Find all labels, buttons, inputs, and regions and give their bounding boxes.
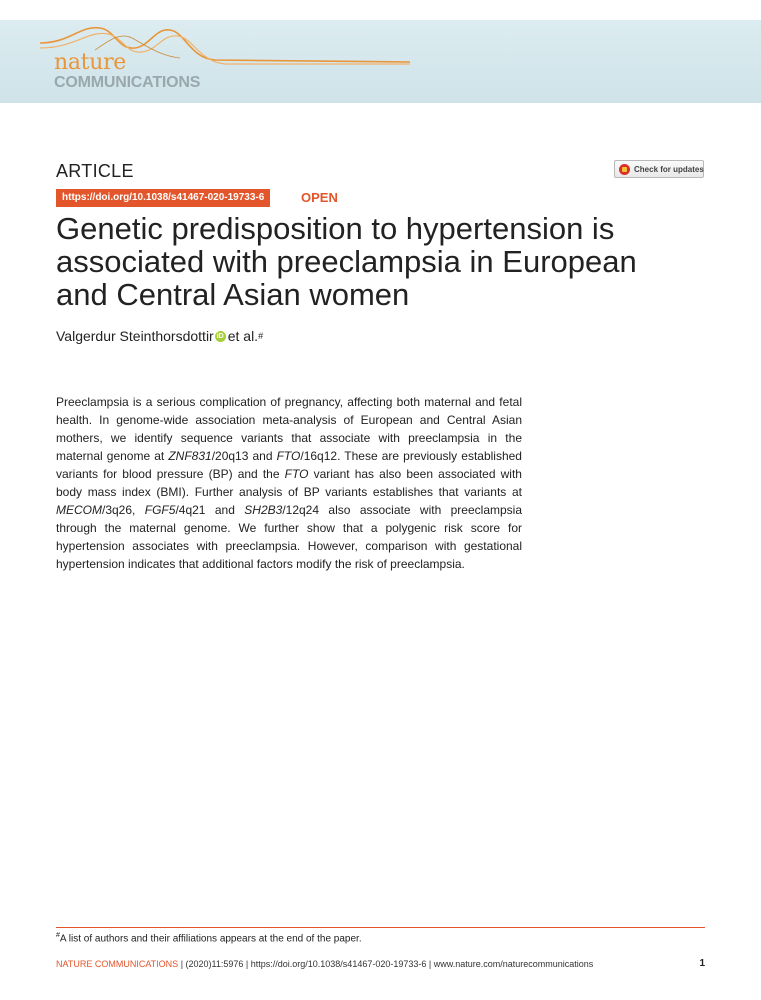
abstract: Preeclampsia is a serious complication of pregnancy, affecting both maternal and fetal health. In genome-wide association meta-analysis of European and Central Asian mothers, we identify sequence variants that associate with preeclampsia in the maternal genome at ZNF831/20q13 and FTO/16q12. These are previously established variants for blood pressure (BP) and the FTO variant has also been associated with body mass index (BMI). Further analysis of BP variants establishes that variants at MECOM/3q26, FGF5/4q21 and SH2B3/12q24 also associate with preeclampsia through the maternal genome. We further show that a polygenic risk score for hypertension associates with preeclampsia. However, comparison with gestational hypertension indicates that additional factors modify the risk of preeclampsia.: [56, 395, 522, 571]
gene-name: FTO: [276, 449, 301, 463]
footnote-divider: [56, 927, 705, 928]
page-footer: [56, 959, 593, 969]
page-number: 1: [699, 958, 705, 969]
gene-name: FGF5: [144, 503, 176, 517]
footnote-mark: #: [56, 932, 60, 939]
check-for-updates-label: Check for updates: [634, 164, 704, 174]
et-al-label: et al.: [227, 328, 259, 344]
logo-nature-text: nature: [54, 50, 127, 75]
check-for-updates-button[interactable]: [614, 160, 704, 178]
gene-name: MECOM: [56, 503, 102, 517]
article-type-label: ARTICLE: [56, 161, 134, 181]
footnote: [56, 932, 362, 944]
footnote-text: A list of authors and their affiliations appears at the end of the paper.: [59, 933, 362, 945]
orcid-icon[interactable]: iD: [216, 332, 224, 340]
gene-name: FTO: [284, 467, 309, 481]
author-line: [56, 328, 263, 344]
doi-link[interactable]: https://doi.org/10.1038/s41467-020-19733-6: [56, 189, 270, 207]
footer-citation[interactable]: | (2020)11:5976 | https://doi.org/10.1038/s41467-020-19733-6 | www.nature.com/naturecommunications: [180, 959, 594, 969]
open-access-label: OPEN: [301, 190, 338, 205]
crossmark-icon: [619, 164, 630, 175]
logo-communications-text: COMMUNICATIONS: [54, 74, 201, 91]
author-footnote-mark: #: [258, 331, 264, 341]
gene-name: ZNF831: [168, 449, 212, 463]
article-title: Genetic predisposition to hypertension is associated with preeclampsia in European and Central Asian women: [56, 211, 637, 312]
footer-journal-name: NATURE COMMUNICATIONS: [56, 959, 179, 969]
gene-name: SH2B3: [244, 503, 283, 517]
author-name[interactable]: Valgerdur Steinthorsdottir: [56, 328, 214, 344]
